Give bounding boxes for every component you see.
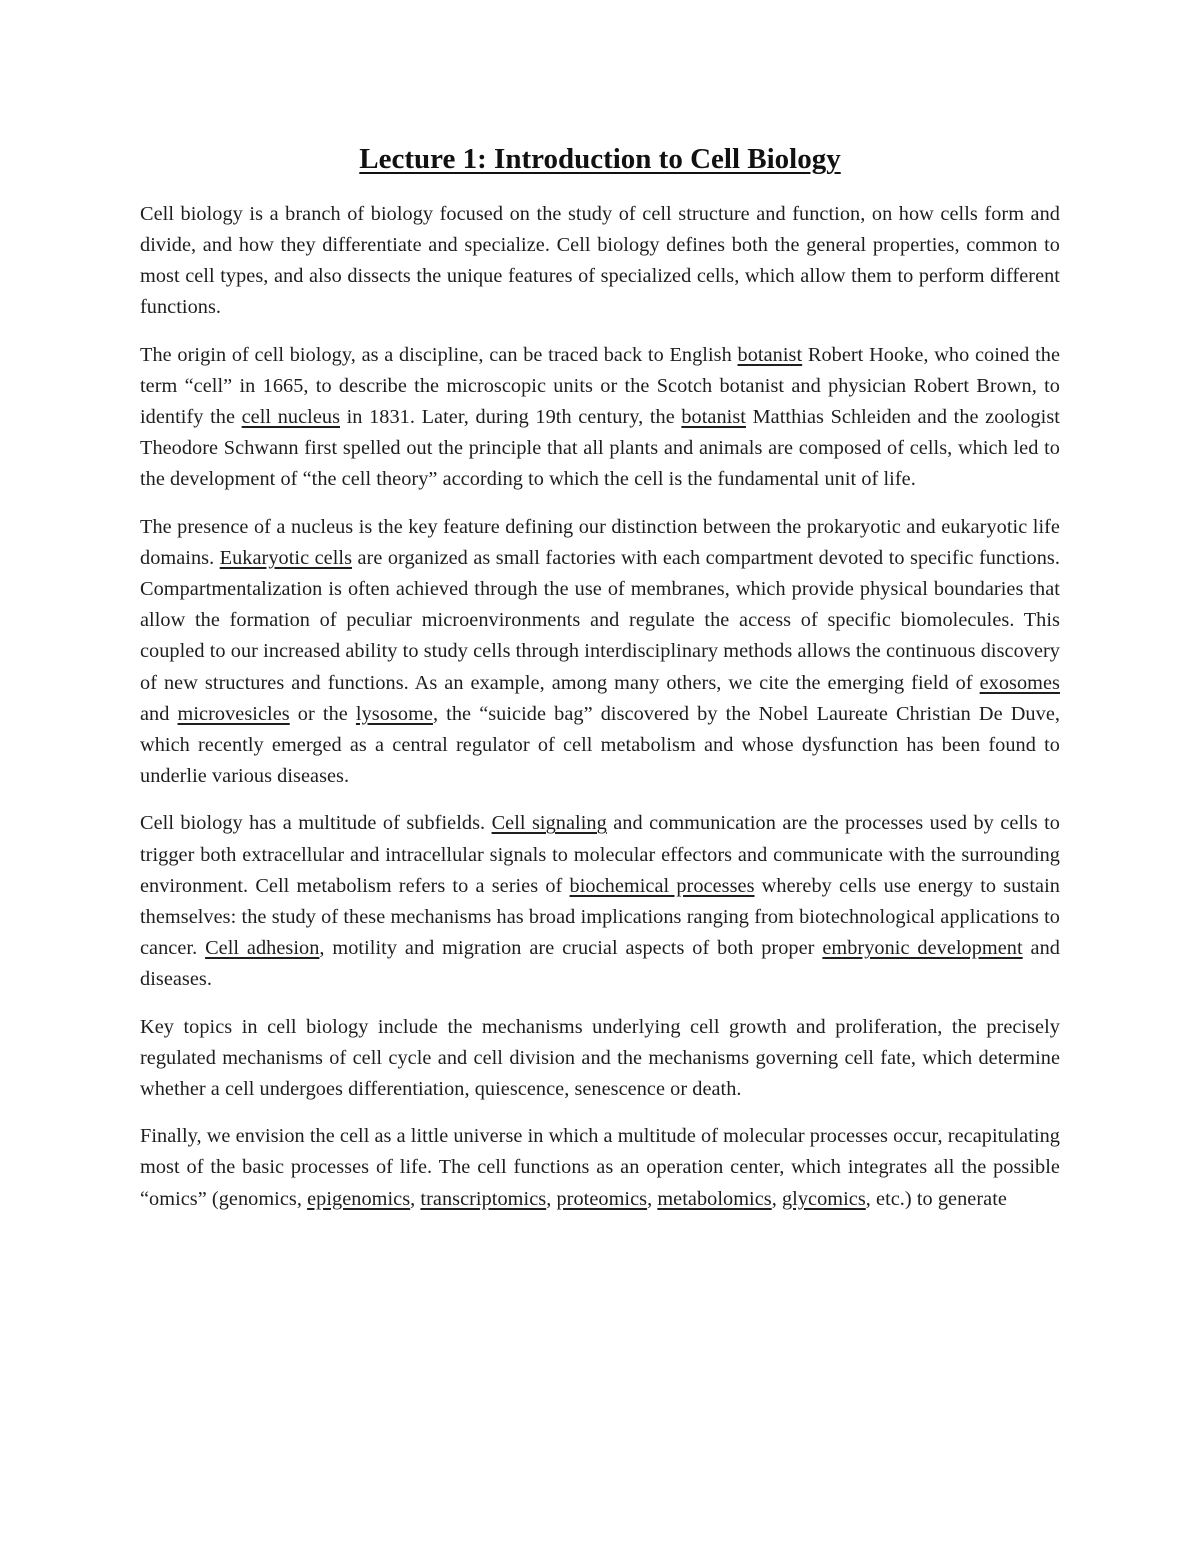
inline-link[interactable]: Cell signaling — [491, 812, 607, 835]
paragraph-text: , — [546, 1187, 557, 1210]
document-body — [140, 130, 1060, 1231]
paragraph-text: and — [140, 702, 178, 725]
inline-link[interactable]: microvesicles — [177, 702, 290, 725]
inline-link[interactable]: proteomics — [556, 1187, 648, 1210]
paragraph-text: , — [647, 1187, 658, 1210]
paragraph-text: and diseases. — [140, 937, 1060, 991]
paragraph-text: , — [771, 1187, 782, 1210]
body-paragraph — [140, 512, 1060, 793]
inline-link[interactable]: lysosome — [355, 702, 433, 725]
body-paragraph — [140, 1121, 1060, 1215]
paragraph-text: are organized as small factories with each compartment devoted to specific functions. Compartmentalization is often achieved through the use of membranes, which provide physical boundaries that allow the formation of peculiar microenvironments and regulate the access of specific biomolecules. This coupled to our increased ability to study cells through interdisciplinary methods allows the continuous discovery of new structures and functions. As an example, among many others, we cite the emerging field of — [140, 546, 1060, 694]
paragraph-text: Robert Hooke, who coined the term “cell” in 1665, to describe the microscopic units or the Scotch botanist and physician Robert Brown, to identify the — [140, 343, 1061, 429]
inline-link[interactable]: metabolomics — [657, 1187, 772, 1210]
paragraph-text: , etc.) to generate — [865, 1187, 1007, 1210]
paragraph-text: , motility and migration are crucial aspects of both proper — [319, 937, 823, 960]
inline-link[interactable]: biochemical processes — [569, 874, 755, 897]
page-title: Lecture 1: Introduction to Cell Biology — [359, 143, 841, 175]
paragraph-text: whereby cells use energy to sustain themselves: the study of these mechanisms has broad implications ranging from biotechnological applications to cancer. — [140, 874, 1060, 960]
paragraph-text: Cell biology is a branch of biology focused on the study of cell structure and function, on how cells form and divide, and how they differentiate and specialize. Cell biology defines both the general properties, common to most cell types, and also dissects the unique features of specialized cells, which allow them to perform different functions. — [140, 202, 1060, 319]
paragraph-text: and communication are the processes used by cells to trigger both extracellular and intracellular signals to molecular effectors and communicate with the surrounding environment. Cell metabolism refers to a series of — [140, 812, 1060, 897]
inline-link[interactable]: glycomics — [781, 1187, 866, 1210]
inline-link[interactable]: Eukaryotic cells — [219, 546, 353, 569]
inline-link[interactable]: Cell adhesion — [205, 937, 320, 960]
body-paragraph — [140, 199, 1060, 324]
paragraph-text: Key topics in cell biology include the mechanisms underlying cell growth and proliferation, the precisely regulated mechanisms of cell cycle and cell division and the mechanisms governing cell fate, which determine whether a cell undergoes differentiation, quiescence, senescence or death. — [140, 1015, 1060, 1101]
paragraph-text: Cell biology has a multitude of subfields. — [140, 812, 492, 835]
paragraph-text: or the — [289, 702, 356, 725]
paragraph-text: , — [410, 1187, 421, 1210]
paragraph-text: , the “suicide bag” discovered by the Nobel Laureate Christian De Duve, which recently emerged as a central regulator of cell metabolism and whose dysfunction has been found to underlie various diseases. — [140, 702, 1060, 788]
body-paragraph — [140, 1012, 1060, 1106]
paragraph-text: Finally, we envision the cell as a little universe in which a multitude of molecular processes occur, recapitulating most of the basic processes of life. The cell functions as an operation center, which integrates all the possible “omics” (genomics, — [140, 1125, 1060, 1210]
paragraph-text: Matthias Schleiden and the zoologist Theodore Schwann first spelled out the principle that all plants and animals are composed of cells, which led to the development of “the cell theory” according to which the cell is the fundamental unit of life. — [140, 406, 1060, 491]
inline-link[interactable]: botanist — [737, 343, 803, 366]
inline-link[interactable]: transcriptomics — [420, 1187, 547, 1210]
body-paragraph — [140, 340, 1060, 496]
paragraph-list — [140, 199, 1060, 1215]
body-paragraph — [140, 808, 1060, 995]
paragraph-text: The presence of a nucleus is the key feature defining our distinction between the prokaryotic and eukaryotic life domains. — [140, 515, 1060, 569]
inline-link[interactable]: cell nucleus — [241, 406, 341, 429]
inline-link[interactable]: exosomes — [979, 671, 1060, 694]
inline-link[interactable]: embryonic development — [822, 937, 1023, 960]
paragraph-text: The origin of cell biology, as a discipline, can be traced back to English — [140, 343, 738, 366]
paragraph-text: in 1831. Later, during 19th century, the — [340, 406, 682, 429]
inline-link[interactable]: botanist — [681, 406, 746, 429]
inline-link[interactable]: epigenomics — [307, 1187, 411, 1210]
